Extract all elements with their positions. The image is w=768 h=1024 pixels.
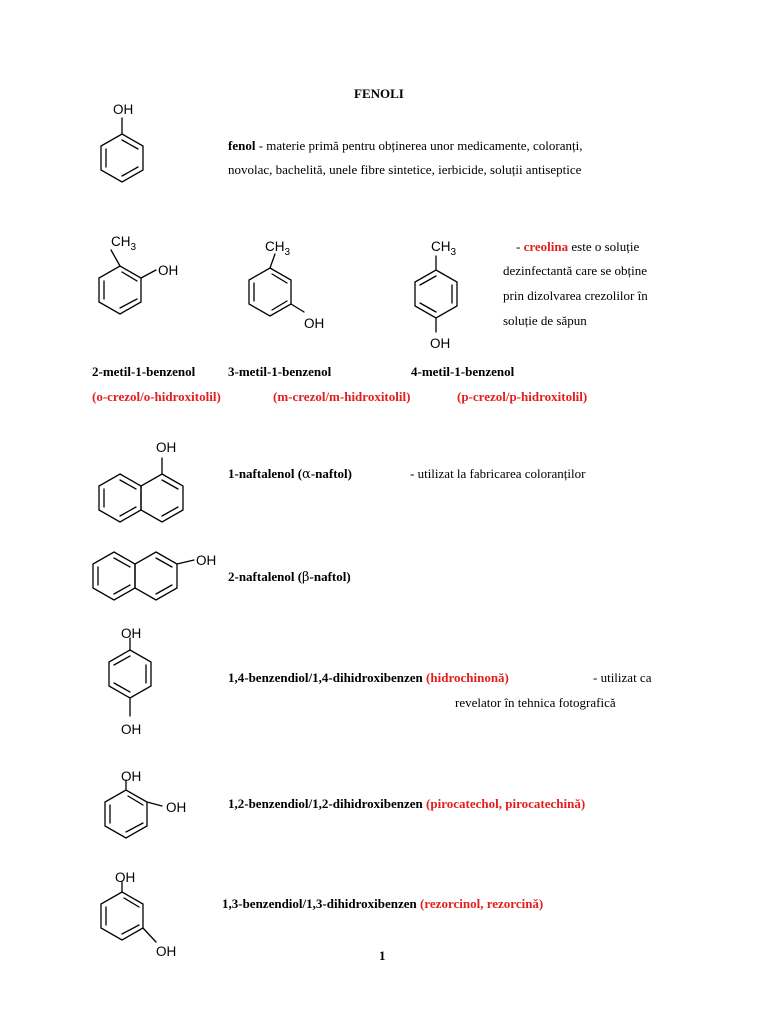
o-cresol-name: 2-metil-1-benzenol (92, 364, 196, 379)
resorcinol-name: 1,3-benzendiol/1,3-dihidroxibenzen (222, 896, 421, 911)
ch3-label: $CH_3$ (111, 234, 137, 253)
o-cresol-structure (88, 228, 198, 318)
ch3-label: $CH_3$ (265, 239, 291, 258)
m-cresol-name: 3-metil-1-benzenol (228, 364, 332, 379)
creolina-word: creolina (523, 239, 569, 254)
oh-label: OH (166, 800, 187, 815)
resorcinol-structure (92, 866, 202, 966)
oh-label: OH (121, 722, 142, 737)
resorcinol-line (222, 896, 543, 912)
oh-label: OH (304, 316, 325, 331)
oh-label: OH (196, 553, 217, 568)
catechol-line (228, 796, 585, 812)
p-cresol-synonym: (p-crezol/p-hidroxitolil) (457, 389, 588, 404)
oh-label: OH (121, 626, 142, 641)
hydroquinone-line1 (228, 670, 509, 686)
catechol-synonym: (pirocatechol, pirocatechină) (426, 796, 586, 811)
creolina-line4: soluție de săpun (503, 313, 587, 328)
p-cresol-structure (400, 236, 480, 356)
creolina-line1: - creolina este o soluție (516, 239, 640, 254)
resorcinol-synonym: (rezorcinol, rezorcină) (420, 896, 544, 911)
beta-naphthol-structure (86, 538, 226, 608)
ch3-label: $CH_3$ (431, 239, 457, 258)
m-cresol-structure (234, 236, 344, 336)
phenol-structure (90, 98, 150, 188)
oh-label: OH (156, 440, 177, 455)
m-cresol-synonym: (m-crezol/m-hidroxitolil) (273, 389, 411, 404)
hydroquinone-structure (100, 622, 170, 742)
fenol-name: fenol (228, 138, 256, 153)
page-number: 1 (379, 948, 386, 963)
fenol-line1 (228, 138, 582, 154)
fenol-desc-2: novolac, bachelită, unele fibre sintetice, ierbicide, soluții antiseptice (228, 162, 582, 177)
page-title: FENOLI (354, 86, 404, 101)
hydroquinone-use-2: revelator în tehnica fotografică (455, 695, 616, 710)
oh-label: OH (158, 263, 179, 278)
alpha-naphthol-structure (92, 432, 202, 527)
alpha-naphthol-name: 1-naftalenol (α-naftol) (228, 466, 352, 482)
beta-naphthol-name: 2-naftalenol (β-naftol) (228, 569, 351, 585)
p-cresol-name: 4-metil-1-benzenol (411, 364, 515, 379)
hydroquinone-synonym: (hidrochinonă) (426, 670, 509, 685)
oh-label: OH (156, 944, 177, 959)
alpha-naphthol-use: - utilizat la fabricarea coloranților (410, 466, 586, 481)
creolina-line2: dezinfectantă care se obține (503, 263, 647, 278)
catechol-name: 1,2-benzendiol/1,2-dihidroxibenzen (228, 796, 427, 811)
oh-label: OH (430, 336, 451, 351)
o-cresol-synonym: (o-crezol/o-hidroxitolil) (92, 389, 221, 404)
hydroquinone-use-1: - utilizat ca (593, 670, 652, 685)
oh-label: OH (115, 870, 136, 885)
catechol-structure (96, 766, 206, 846)
oh-label: OH (113, 102, 134, 117)
creolina-line3: prin dizolvarea crezolilor în (503, 288, 648, 303)
fenol-desc-1: - materie primă pentru obținerea unor medicamente, coloranți, (255, 138, 583, 153)
hydroquinone-name: 1,4-benzendiol/1,4-dihidroxibenzen (228, 670, 427, 685)
oh-label: OH (121, 769, 142, 784)
